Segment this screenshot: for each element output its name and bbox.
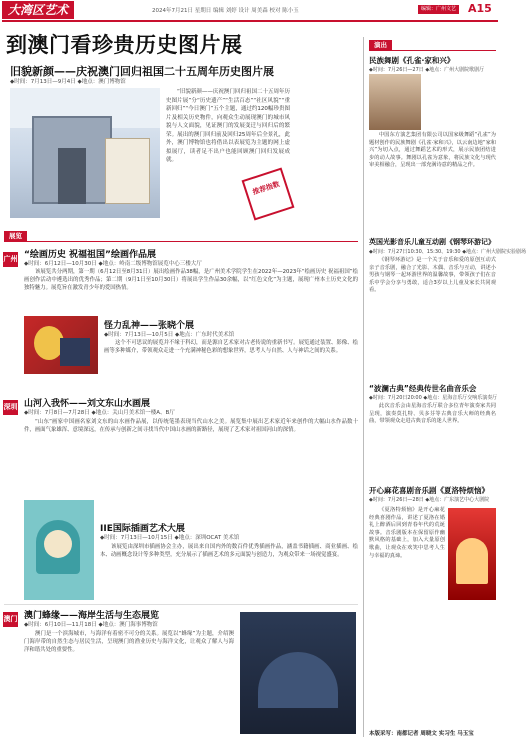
event-meta: ◆时间：6月12日—10月30日 ◆地点：岭南二级博物馆展览中心三楼大厅 xyxy=(24,261,202,267)
show-title: 英国光影音乐儿童互动剧《钢琴环游记》 xyxy=(369,238,495,246)
show-text: 《夏洛特烦恼》是开心麻花经典喜剧作品，讲述了夏洛在婚礼上醉酒后回到青春年代的荒诞故事。音乐剧版本在保留原作幽默风格的基础上，加入大量原创歌曲，让观众在欢笑中思考人生与幸福的真谛。 xyxy=(369,507,445,559)
main-title: 到澳门看珍贵历史图片展 xyxy=(6,32,243,57)
event-text: 该展览由深圳市插画协会主办，展出来自国内外的数百件优秀插画作品，涵盖书籍插画、商业插画、绘本、动画概念设计等多种类型，充分展示了插画艺术的多元面貌与创造力，为观众带来一场视觉盛宴。 xyxy=(100,544,358,558)
event-title: IIE国际插画艺术大展 xyxy=(100,524,185,534)
lead-paragraph: “旧貌新颜——庆祝澳门回归祖国二十五周年历史图片展”分“历史遗产”“生活百态”“社区风貌”“重新回归”“今日澳门”五个主题，通过约120幅珍贵图片及相关历史物件，向观众生动展现澳门的城市风貌与人文面貌，见证澳门的发展变迁与回归后的繁荣。展出的澳门回归前及回归25周年后全景礼，此外，澳门博物馆也将借出以表展览为主题的网上虚拟展厅，读者足不出户也能回顾澳门回归发展成就。 xyxy=(166,89,290,163)
event-text: “山东”画家中国画名家刘文东的山水画作品展，以传统笔墨表现当代山水之美。展览集中展出艺术家近年来创作的大幅山水作品数十件，画面气象雄浑、意境深远，在传承与创新之间寻找当代中国山水画的新路径，展现了艺术家对祖国河山的深情。 xyxy=(24,419,358,433)
document-illustration xyxy=(105,138,150,204)
city-tag-guangzhou: 广州 xyxy=(3,252,18,267)
event-image-book xyxy=(240,612,356,734)
column-divider xyxy=(363,37,364,737)
recommend-stamp: 推荐指数 xyxy=(242,168,295,221)
show-image xyxy=(369,74,421,130)
main-subtitle: 旧貌新颜——庆祝澳门回归祖国二十五周年历史图片展 xyxy=(10,65,274,78)
event-title: 澳门蜂缘——海岸生活与生态展览 xyxy=(24,611,160,621)
lead-photo xyxy=(10,88,160,218)
section-rule xyxy=(4,604,358,605)
event-image-poster xyxy=(24,500,94,600)
event-text: 这个不可思议的展览并不缘于科幻，而是源自艺术家对古老传说的重新书写。展览通过装置、影像、绘画等多种媒介，带领观众走进一个充满神秘色彩的想象世界，思考人与自然、人与神话之间的关系。 xyxy=(104,340,358,354)
city-tag-shenzhen: 深圳 xyxy=(3,400,18,415)
show-text: 此次音乐会由星海音乐厅联合多位青年演奏家共同呈现，演奏莫扎特、贝多芬等古典音乐大师的经典名曲，带领观众走进古典音乐的迷人世界。 xyxy=(369,403,496,425)
show-meta: ◆时间：7月26日—27日 ◆地点：广州大剧院歌剧厅 xyxy=(369,67,485,73)
section-rule xyxy=(369,50,496,51)
show-meta: ◆时间：7月20日20:00 ◆地点：星海音乐厅交响乐演奏厅 xyxy=(369,395,498,401)
page-header xyxy=(0,0,500,20)
event-text: 该展览共分两期，第一期（6月12日至8月31日）展出绘画作品38幅，是广州美术学院学生在2022年—2023年“绘画历史 祝福祖国”绘画创作活动中遴选出的优秀作品；第二期（9月1日至10月30日）将展出学生作品30余幅，以“红色文化”为主题，展现广州本土历史文化的独特魅力。展览旨在激发青少年的爱国热情。 xyxy=(24,269,358,291)
show-title: “波澜古典”经典传世名曲音乐会 xyxy=(369,384,477,393)
show-title: 开心麻花喜剧音乐剧《夏洛特烦恼》 xyxy=(369,486,489,495)
event-meta: ◆时间：7月8日—7月28日 ◆地点：关山月美术馆一楼A、B厅 xyxy=(24,410,175,416)
page-number: A15 xyxy=(468,2,492,15)
event-meta: ◆时间：7月13日—10月5日 ◆地点：广东时代美术馆 xyxy=(104,332,235,338)
event-title: 山河入我怀——刘文东山水画展 xyxy=(24,399,151,409)
event-title: “绘画历史 祝福祖国”绘画作品展 xyxy=(24,250,156,260)
editor-credit: 本版采写：南都记者 周晓文 实习生 马玉宝 xyxy=(369,731,474,737)
masthead: 大湾区艺术 xyxy=(2,1,74,19)
show-meta: ◆时间：7月27日10:30、15:30、19:30 ◆地点：广州大剧院实验剧场 xyxy=(369,249,526,255)
event-meta: ◆时间：6月10日—11月18日 ◆地点：澳门海事博物馆 xyxy=(24,622,158,628)
event-image-art xyxy=(24,316,98,374)
city-tag-macau: 澳门 xyxy=(3,612,18,627)
section-rule xyxy=(4,241,358,242)
show-title: 民族舞剧《孔雀·家和兴》 xyxy=(369,56,455,65)
show-text: 中国东方演艺集团有限公司以国家级舞蹈“孔雀”为题材创作的民族舞剧《孔雀·家和兴》，以云南边地“家和兴”为切入点，通过舞蹈艺术的形式，展示民族团结进步的动人故事。舞剧以孔雀为意象，将民族文化与现代审美相融合，呈现出一部充满诗意的精品之作。 xyxy=(369,132,496,169)
event-title: 怪力乱神——张晓个展 xyxy=(104,321,195,331)
main-meta: ◆时间：7月13日—9月4日 ◆地点：澳门博物馆 xyxy=(10,79,126,85)
section-label-exhibitions: 展览 xyxy=(4,231,27,241)
section-label-performances: 演出 xyxy=(369,40,392,50)
show-poster xyxy=(448,508,496,600)
edit-badge: 编辑：广州文艺 xyxy=(418,5,459,14)
header-info: 2024年7月21日 星期日 编辑 刘婷 设计 周美森 校对 陈小玉 xyxy=(152,8,299,14)
event-meta: ◆时间：7月13日—10月15日 ◆地点：深圳OCAT 美术馆 xyxy=(100,535,240,541)
show-meta: ◆时间：7月26日—28日 ◆地点：广东演艺中心大剧院 xyxy=(369,497,490,503)
show-text: 《钢琴环游记》是一个关于音乐和爱的原创互动式亲子音乐剧，融合了光影、木偶、音乐与互动，讲述小男孩与钢琴一起环游世界的温馨故事，带领孩子们在音乐中学会分享与勇敢，适合3岁以上儿童及家长共同观看。 xyxy=(369,257,496,294)
header-rule xyxy=(2,20,498,22)
event-text: 澳门是一个滨海城市，与海洋有着密不可分的关系。展览以“蜂缘”为主题，介绍澳门海岸带的自然生态与居民生活，呈现澳门的渔业历史与海洋文化，让观众了解人与海洋和谐共处的重要性。 xyxy=(24,631,234,653)
